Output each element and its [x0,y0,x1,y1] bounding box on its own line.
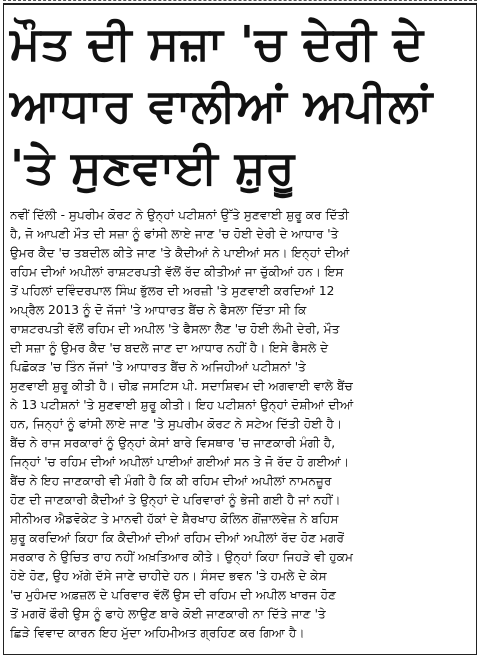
headline-line: 'ਤੇ ਸੁਣਵਾਈ ਸ਼ੁਰੂ [10,140,295,194]
body-line: ਬੈਂਚ ਨੇ ਇਹ ਜਾਣਕਾਰੀ ਵੀ ਮੰਗੀ ਹੈ ਕਿ ਕੀ ਰਹਿਮ ਦੀਆਂ ਅਪੀਲਾਂ ਨਾਮਨਜ਼ੂਰ [10,474,332,488]
body-line: 'ਚ ਮੁਹੰਮਦ ਅਫ਼ਜ਼ਲ ਦੇ ਪਰਿਵਾਰ ਵੱਲੋਂ ਉਸ ਦੀ ਰਹਿਮ ਦੀ ਅਪੀਲ ਖਾਰਜ ਹੋਣ [10,588,337,602]
body-line: ਰਾਸ਼ਟਰਪਤੀ ਵੱਲੋਂ ਰਹਿਮ ਦੀ ਅਪੀਲ 'ਤੇ ਫੈਸਲਾ ਲੈਣ 'ਚ ਹੋਈ ਲੰਮੀ ਦੇਰੀ, ਮੌਤ [10,322,340,336]
body-line: ਹੋਏ ਹੋਣ, ਉਹ ਅੱਗੇ ਦੱਸੇ ਜਾਣੇ ਚਾਹੀਦੇ ਹਨ। ਸੰਸਦ ਭਵਨ 'ਤੇ ਹਮਲੇ ਦੇ ਕੇਸ [10,569,327,583]
body-line: ਹੈ, ਜੋ ਆਪਣੀ ਮੌਤ ਦੀ ਸਜ਼ਾ ਨੂੰ ਫਾਂਸੀ ਲਾਏ ਜਾਣ 'ਚ ਹੋਈ ਦੇਰੀ ਦੇ ਆਧਾਰ 'ਤੇ [10,227,339,241]
body-line: ਤੋਂ ਪਹਿਲਾਂ ਦਵਿੰਦਰਪਾਲ ਸਿੰਘ ਭੁੱਲਰ ਦੀ ਅਰਜ਼ੀ 'ਤੇ ਸੁਣਵਾਈ ਕਰਦਿਆਂ 12 [10,284,335,298]
body-line: ਨਵੀਂ ਦਿੱਲੀ - ਸੁਪਰੀਮ ਕੋਰਟ ਨੇ ਉਨ੍ਹਾਂ ਪਟੀਸ਼ਨਾਂ ਉੱਤੇ ਸੁਣਵਾਈ ਸ਼ੁਰੂ ਕਰ ਦਿੱਤੀ [10,208,349,222]
body-line: ਤੋਂ ਮਗਰੋਂ ਫੌਰੀ ਉਸ ਨੂੰ ਫਾਹੇ ਲਾਉਣ ਬਾਰੇ ਕੋਈ ਜਾਣਕਾਰੀ ਨਾ ਦਿੱਤੇ ਜਾਣ 'ਤੇ [10,607,326,621]
body-line: ਪਿਛੋਕੜ 'ਚ ਤਿੰਨ ਜੱਜਾਂ 'ਤੇ ਆਧਾਰਤ ਬੈਂਚ ਨੇ ਅਜਿਹੀਆਂ ਪਟੀਸ਼ਨਾਂ 'ਤੇ [10,360,306,374]
body-line: ਸੀਨੀਅਰ ਐਡਵੋਕੇਟ ਤੇ ਮਾਨਵੀ ਹੱਕਾਂ ਦੇ ਸ਼ੈਰਖਾਹ ਕੋਲਿਨ ਗੋਂਜ਼ਾਲਵੇਜ਼ ਨੇ ਬਹਿਸ [10,512,339,526]
body-line: ਹਨ, ਜਿਨ੍ਹਾਂ ਨੂੰ ਫਾਂਸੀ ਲਾਏ ਜਾਣ 'ਤੇ ਸੁਪਰੀਮ ਕੋਰਟ ਨੇ ਸਟੇਅ ਦਿੱਤੀ ਹੋਈ ਹੈ। [10,417,343,431]
body-line: ਸੁਣਵਾਈ ਸ਼ੁਰੂ ਕੀਤੀ ਹੈ। ਚੀਫ਼ ਜਸਟਿਸ ਪੀ. ਸਦਾਸ਼ਿਵਮ ਦੀ ਅਗਵਾਈ ਵਾਲੇ ਬੈਂਚ [10,379,353,393]
body-line: ਉਮਰ ਕੈਦ 'ਚ ਤਬਦੀਲ ਕੀਤੇ ਜਾਣ 'ਤੇ ਕੈਦੀਆਂ ਨੇ ਪਾਈਆਂ ਸਨ। ਇਨ੍ਹਾਂ ਦੀਆਂ [10,246,350,260]
article-body [10,206,472,643]
body-line: ਨੇ 13 ਪਟੀਸ਼ਨਾਂ 'ਤੇ ਸੁਣਵਾਈ ਸ਼ੁਰੂ ਕੀਤੀ। ਇਹ ਪਟੀਸ਼ਨਾਂ ਉਨ੍ਹਾਂ ਦੋਸ਼ੀਆਂ ਦੀਆਂ [10,398,354,412]
body-line: ਸਰਕਾਰ ਨੇ ਉਚਿਤ ਰਾਹ ਨਹੀਂ ਅਖ਼ਤਿਆਰ ਕੀਤੇ। ਉਨ੍ਹਾਂ ਕਿਹਾ ਜਿਹੜੇ ਵੀ ਹੁਕਮ [10,550,354,564]
body-line: ਸ਼ੁਰੂ ਕਰਦਿਆਂ ਕਿਹਾ ਕਿ ਕੈਦੀਆਂ ਦੀਆਂ ਰਹਿਮ ਦੀਆਂ ਅਪੀਲਾਂ ਰੱਦ ਹੋਣ ਮਗਰੋਂ [10,531,345,545]
headline-line: ਮੌਤ ਦੀ ਸਜ਼ਾ 'ਚ ਦੇਰੀ ਦੇ [10,16,424,70]
body-line: ਜਿਨ੍ਹਾਂ 'ਚ ਰਹਿਮ ਦੀਆਂ ਅਪੀਲਾਂ ਪਾਈਆਂ ਗਈਆਂ ਸਨ ਤੇ ਜੋ ਰੱਦ ਹੋ ਗਈਆਂ। [10,455,350,469]
body-line: ਬੈਂਚ ਨੇ ਰਾਜ ਸਰਕਾਰਾਂ ਨੂੰ ਉਨ੍ਹਾਂ ਕੇਸਾਂ ਬਾਰੇ ਵਿਸਥਾਰ 'ਚ ਜਾਣਕਾਰੀ ਮੰਗੀ ਹੈ, [10,436,336,450]
body-line: ਛਿੜੇ ਵਿਵਾਦ ਕਾਰਨ ਇਹ ਮੁੱਦਾ ਅਹਿਮੀਅਤ ਗ੍ਰਹਿਣ ਕਰ ਗਿਆ ਹੈ। [10,626,305,640]
body-line: ਰਹਿਮ ਦੀਆਂ ਅਪੀਲਾਂ ਰਾਸ਼ਟਰਪਤੀ ਵੱਲੋਂ ਰੱਦ ਕੀਤੀਆਂ ਜਾ ਚੁੱਕੀਆਂ ਹਨ। ਇਸ [10,265,344,279]
article-headline [10,12,472,198]
body-line: ਅਪ੍ਰੈਲ 2013 ਨੂੰ ਦੋ ਜੱਜਾਂ 'ਤੇ ਆਧਾਰਤ ਬੈਂਚ ਨੇ ਫੈਸਲਾ ਦਿੱਤਾ ਸੀ ਕਿ [10,303,307,317]
headline-line: ਆਧਾਰ ਵਾਲੀਆਂ ਅਪੀਲਾਂ [10,78,433,132]
body-line: ਹੋਣ ਦੀ ਜਾਣਕਾਰੀ ਕੈਦੀਆਂ ਤੇ ਉਨ੍ਹਾਂ ਦੇ ਪਰਿਵਾਰਾਂ ਨੂੰ ਭੇਜੀ ਗਈ ਹੈ ਜਾਂ ਨਹੀਂ। [10,493,341,507]
body-line: ਦੀ ਸਜ਼ਾ ਨੂੰ ਉਮਰ ਕੈਦ 'ਚ ਬਦਲੇ ਜਾਣ ਦਾ ਆਧਾਰ ਨਹੀਂ ਹੈ। ਇਸੇ ਫੈਸਲੇ ਦੇ [10,341,329,355]
